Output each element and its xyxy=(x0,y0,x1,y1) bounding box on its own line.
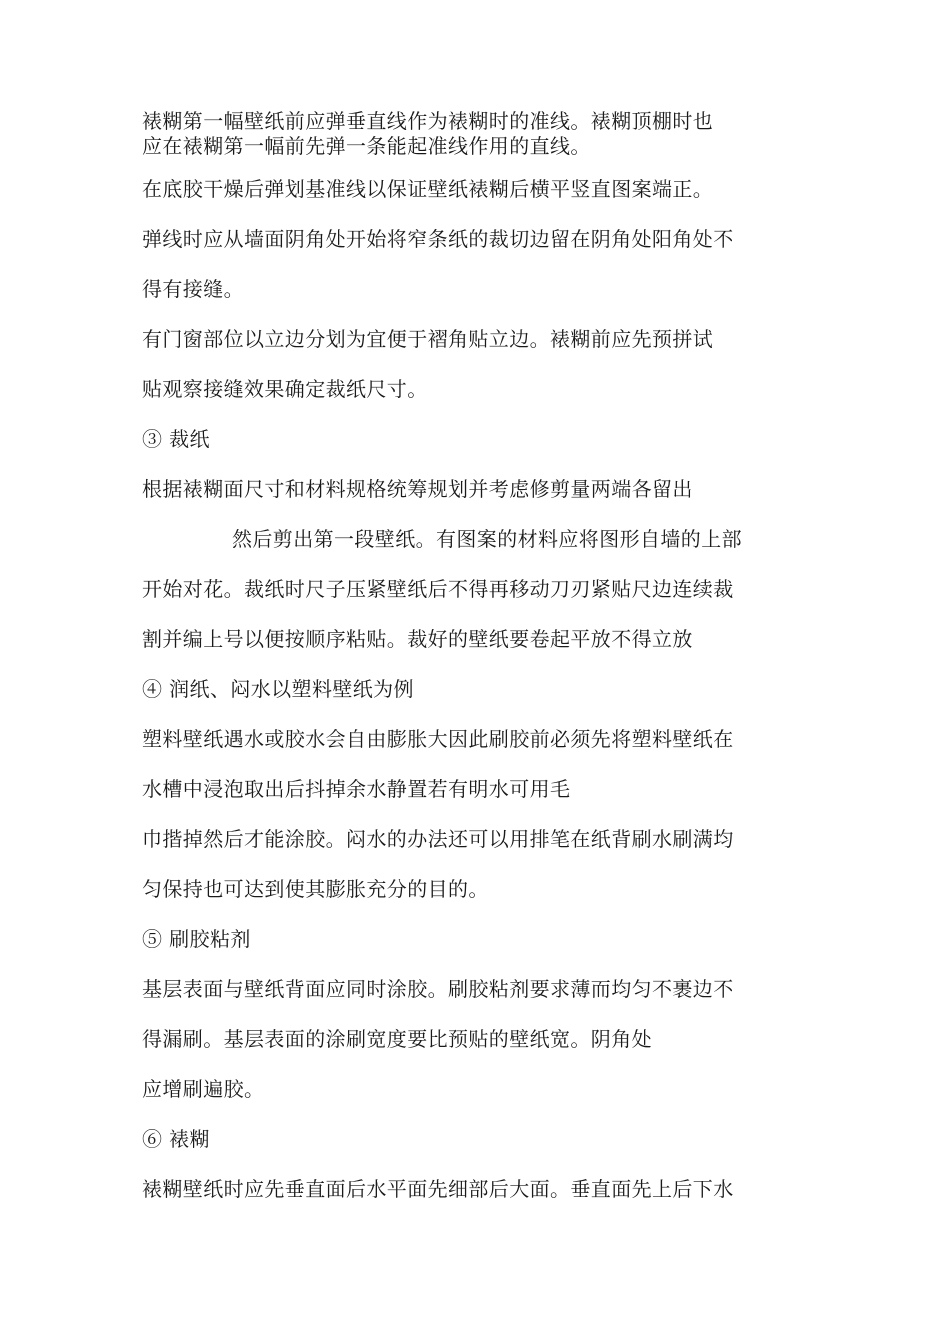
text-line: 基层表面与壁纸背面应同时涂胶。刷胶粘剂要求薄而均匀不裹边不 xyxy=(142,977,734,1001)
text-line: 得漏刷。基层表面的涂刷宽度要比预贴的壁纸宽。阴角处 xyxy=(142,1027,652,1051)
text-line: 匀保持也可达到使其膨胀充分的目的。 xyxy=(142,877,489,901)
text-line: 割并编上号以便按顺序粘贴。裁好的壁纸要卷起平放不得立放 xyxy=(142,627,693,651)
text-line: 裱糊第一幅壁纸前应弹垂直线作为裱糊时的准线。裱糊顶棚时也 xyxy=(142,109,714,133)
text-line: 弹线时应从墙面阴角处开始将窄条纸的裁切边留在阴角处阳角处不 xyxy=(142,227,734,251)
text-line: 有门窗部位以立边分划为宜便于褶角贴立边。裱糊前应先预拼试 xyxy=(142,327,714,351)
section-heading: ⑥ 裱糊 xyxy=(142,1127,210,1151)
text-line: 在底胶干燥后弹划基准线以保证壁纸裱糊后横平竖直图案端正。 xyxy=(142,177,714,201)
section-heading: ③ 裁纸 xyxy=(142,427,210,451)
text-line: 应增刷遍胶。 xyxy=(142,1077,265,1101)
text-line: 根据裱糊面尺寸和材料规格统筹规划并考虑修剪量两端各留出 xyxy=(142,477,693,501)
section-heading: ④ 润纸、闷水以塑料壁纸为例 xyxy=(142,677,414,701)
text-line: 得有接缝。 xyxy=(142,277,244,301)
text-line: 贴观察接缝效果确定裁纸尺寸。 xyxy=(142,377,428,401)
text-line: 裱糊壁纸时应先垂直面后水平面先细部后大面。垂直面先上后下水 xyxy=(142,1177,734,1201)
text-line: 开始对花。裁纸时尺子压紧壁纸后不得再移动刀刃紧贴尺边连续裁 xyxy=(142,577,734,601)
text-line: 巾揩掉然后才能涂胶。闷水的办法还可以用排笔在纸背刷水刷满均 xyxy=(142,827,734,851)
text-line: 塑料壁纸遇水或胶水会自由膨胀大因此刷胶前必须先将塑料壁纸在 xyxy=(142,727,734,751)
text-line: 水槽中浸泡取出后抖掉余水静置若有明水可用毛 xyxy=(142,777,571,801)
text-line: 应在裱糊第一幅前先弹一条能起准线作用的直线。 xyxy=(142,134,591,158)
text-line: 然后剪出第一段壁纸。有图案的材料应将图形自墙的上部 xyxy=(232,527,742,551)
section-heading: ⑤ 刷胶粘剂 xyxy=(142,927,251,951)
